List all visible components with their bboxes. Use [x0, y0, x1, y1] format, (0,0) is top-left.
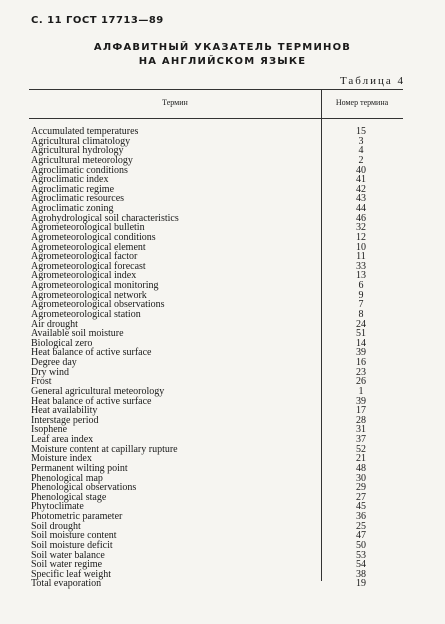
term-number-cell: 27 [356, 491, 366, 503]
term-number-cell: 16 [356, 357, 366, 368]
term-number-cell: 28 [356, 414, 366, 426]
term-cell: Phenological observations [31, 482, 137, 494]
term-cell: Agrometeorological index [31, 270, 137, 282]
column-header-term: Термин [162, 98, 188, 107]
term-cell: Heat balance of active surface [31, 347, 152, 359]
term-number-cell: 39 [356, 347, 366, 359]
term-cell: Dry wind [31, 366, 70, 378]
term-number-cell: 11 [356, 251, 366, 263]
term-cell: Phytoclimate [31, 501, 84, 513]
term-number-cell: 42 [356, 183, 366, 195]
term-number-cell: 14 [356, 337, 366, 349]
term-cell: Specific leaf weight [31, 568, 111, 580]
term-cell: Interstage period [31, 414, 99, 426]
term-number-cell: 4 [358, 145, 364, 157]
term-number-cell: 21 [356, 453, 366, 465]
term-cell: Agrometeorological element [31, 241, 146, 253]
term-number-cell: 40 [356, 164, 366, 176]
term-cell: Soil moisture deficit [31, 539, 113, 551]
term-cell: Agricultural hydrology [31, 145, 124, 157]
term-cell: Moisture index [31, 453, 92, 465]
table-row [31, 416, 403, 426]
term-number-cell: 9 [358, 289, 364, 301]
term-number-cell: 37 [356, 434, 366, 445]
term-number-cell: 24 [356, 318, 366, 330]
term-number-cell: 45 [356, 501, 366, 513]
term-number-cell: 39 [356, 395, 366, 407]
term-cell: Agrometeorological factor [31, 251, 138, 263]
term-number-cell: 54 [356, 559, 366, 571]
term-cell: Soil water regime [31, 559, 103, 571]
term-number-cell: 31 [356, 424, 366, 436]
term-cell: Photometric parameter [31, 511, 123, 522]
term-number-cell: 2 [358, 154, 364, 166]
term-cell: Leaf area index [31, 434, 94, 445]
term-cell: Heat balance of active surface [31, 395, 152, 407]
table-body [31, 127, 403, 589]
title-line-1: АЛФАВИТНЫЙ УКАЗАТЕЛЬ ТЕРМИНОВ [93, 42, 352, 53]
term-cell: Frost [31, 376, 52, 388]
term-number-cell: 53 [356, 549, 366, 561]
term-number-cell: 12 [356, 231, 366, 243]
term-number-cell: 41 [356, 174, 366, 186]
term-cell: Agrometeorological station [31, 308, 141, 320]
term-number-cell: 19 [356, 578, 366, 590]
table-row [31, 579, 403, 589]
term-cell: Agrohydrological soil characteristics [31, 212, 179, 224]
term-cell: Agrometeorological observations [31, 299, 165, 311]
term-number-cell: 7 [358, 299, 364, 311]
term-cell: Agrometeorological network [31, 289, 147, 301]
term-number-cell: 10 [356, 241, 366, 253]
term-cell: Agricultural climatology [31, 135, 131, 147]
term-cell: Agrometeorological monitoring [31, 280, 159, 291]
page-header: С. 11 ГОСТ 17713—89 [31, 15, 164, 26]
term-number-cell: 50 [356, 539, 366, 551]
term-cell: Agroclimatic index [31, 174, 109, 186]
term-cell: Agroclimatic zoning [31, 203, 114, 214]
term-cell: Permanent wilting point [31, 462, 128, 474]
term-number-cell: 3 [358, 135, 364, 147]
term-number-cell: 52 [356, 443, 366, 455]
term-cell: Agrometeorological conditions [31, 231, 156, 243]
term-cell: Heat availability [31, 405, 98, 417]
table-row [31, 310, 403, 320]
term-cell: Agrometeorological bulletin [31, 222, 145, 234]
table-row [31, 368, 403, 378]
term-cell: Agroclimatic regime [31, 183, 115, 195]
term-cell: Degree day [31, 357, 77, 368]
term-number-cell: 47 [356, 530, 366, 542]
term-number-cell: 8 [358, 308, 364, 320]
term-cell: Isophene [31, 424, 68, 436]
term-number-cell: 13 [356, 270, 366, 282]
term-number-cell: 43 [356, 193, 366, 205]
term-number-cell: 36 [356, 511, 366, 522]
table-header [29, 89, 403, 119]
term-number-cell: 33 [356, 260, 366, 272]
term-cell: Soil drought [31, 520, 81, 532]
term-cell: Total evaporation [31, 578, 102, 590]
term-number-cell: 48 [356, 462, 366, 474]
terms-table [29, 89, 403, 119]
term-number-cell: 23 [356, 366, 366, 378]
term-number-cell: 51 [356, 328, 366, 340]
term-number-cell: 30 [356, 472, 366, 484]
term-number-cell: 26 [356, 376, 366, 388]
term-number-cell: 32 [356, 222, 366, 234]
term-cell: Soil water balance [31, 549, 105, 561]
term-number-cell: 29 [356, 482, 366, 494]
term-number-cell: 44 [356, 203, 366, 214]
term-number-cell: 38 [356, 568, 366, 580]
title-line-2: НА АНГЛИЙСКОМ ЯЗЫКЕ [138, 56, 307, 67]
term-cell: Accumulated temperatures [31, 126, 139, 137]
term-number-cell: 15 [356, 126, 366, 137]
table-row [31, 493, 403, 503]
term-cell: Biological zero [31, 337, 93, 349]
term-cell: General agricultural meteorology [31, 385, 165, 397]
term-cell: Soil moisture content [31, 530, 117, 542]
term-number-cell: 46 [356, 212, 366, 224]
table-row [31, 348, 403, 358]
term-cell: Agroclimatic conditions [31, 164, 128, 176]
term-number-cell: 25 [356, 520, 366, 532]
term-number-cell: 17 [356, 405, 366, 417]
term-cell: Air drought [31, 318, 78, 330]
term-number-cell: 1 [358, 385, 364, 397]
term-number-cell: 6 [358, 280, 364, 291]
table-row [31, 512, 403, 522]
term-cell: Agricultural meteorology [31, 154, 133, 166]
table-row [31, 358, 403, 368]
term-cell: Agrometeorological forecast [31, 260, 146, 272]
term-cell: Phenological stage [31, 491, 107, 503]
table-label: Таблица 4 [339, 75, 405, 87]
term-cell: Phenological map [31, 472, 103, 484]
column-header-number: Номер термина [335, 98, 389, 107]
term-cell: Available soil moisture [31, 328, 124, 340]
term-cell: Agroclimatic resources [31, 193, 125, 205]
term-cell: Moisture content at capillary rupture [31, 443, 178, 455]
